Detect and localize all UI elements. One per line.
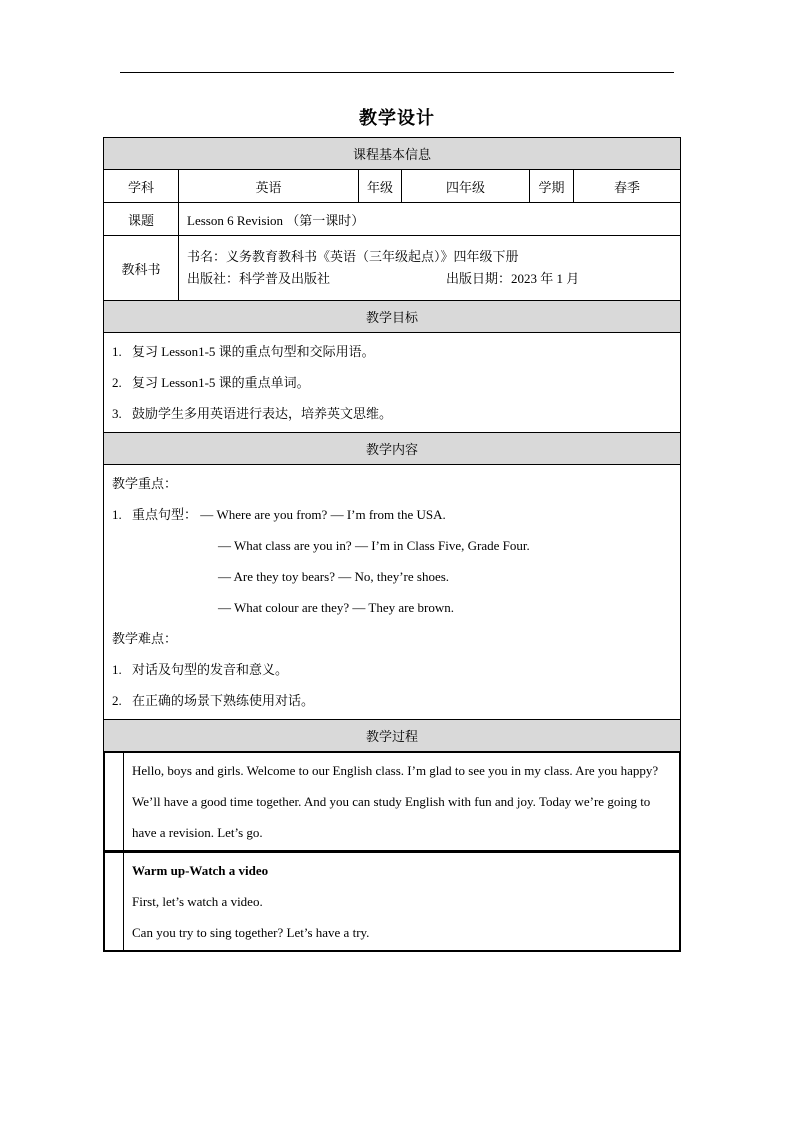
- item-number: 1.: [112, 507, 122, 522]
- warmup-section: [124, 853, 680, 951]
- list-item: [112, 685, 672, 716]
- content-header: 教学内容: [104, 433, 681, 465]
- list-item: [112, 654, 672, 685]
- sentence: — Are they toy bears? — No, they’re shoes.: [218, 569, 450, 584]
- key-sentences-label: 重点句型：: [132, 507, 198, 522]
- objectives-list: [104, 333, 681, 433]
- item-number: 1.: [112, 662, 122, 677]
- list-item: [112, 336, 672, 367]
- key-points-label: 教学重点：: [112, 476, 178, 491]
- basic-info-header: 课程基本信息: [104, 138, 681, 170]
- header-rule: [120, 72, 674, 73]
- grade-value: 四年级: [402, 170, 530, 203]
- warmup-row: [104, 852, 681, 952]
- item-text: 复习 Lesson1-5 课的重点句型和交际用语。: [132, 344, 375, 359]
- topic-label: 课题: [104, 203, 179, 236]
- objectives-header: 教学目标: [104, 301, 681, 333]
- item-text: 对话及句型的发音和意义。: [132, 662, 289, 677]
- publish-date: 出版日期：2023 年 1 月: [446, 271, 580, 286]
- process-intro: [124, 753, 680, 851]
- subject-value: 英语: [179, 170, 359, 203]
- term-label: 学期: [530, 170, 574, 203]
- item-text: 复习 Lesson1-5 课的重点单词。: [132, 375, 310, 390]
- topic-value: Lesson 6 Revision （第一课时）: [179, 203, 681, 236]
- book-name: 书名：义务教育教科书《英语（三年级起点）》四年级下册: [187, 249, 519, 264]
- process-side-strip: [105, 753, 124, 851]
- key-sentences-line: [112, 499, 672, 530]
- intro-text: Hello, boys and girls. Welcome to our English class. I’m glad to see you in my class. Are you happy? We’ll have a good time together. And you can study English with fun and joy. Today we’re going to have a revision. Let’s go.: [132, 763, 659, 840]
- item-number: 3.: [112, 406, 122, 421]
- list-item: [112, 398, 672, 429]
- sentence: — What class are you in? — I’m in Class Five, Grade Four.: [218, 538, 530, 553]
- item-number: 2.: [112, 375, 122, 390]
- process-intro-row: [104, 752, 681, 852]
- term-value: 春季: [574, 170, 681, 203]
- sentence: — What colour are they? — They are brown.: [218, 600, 454, 615]
- textbook-label: 教科书: [104, 236, 179, 301]
- warmup-line: Can you try to sing together? Let’s have a try.: [132, 925, 370, 940]
- sentence: — Where are you from? — I’m from the USA.: [200, 507, 446, 522]
- item-text: 在正确的场景下熟练使用对话。: [132, 693, 315, 708]
- warmup-line: First, let’s watch a video.: [132, 894, 263, 909]
- difficulties-label: 教学难点：: [112, 631, 178, 646]
- publisher: 出版社：科学普及出版社: [187, 271, 331, 286]
- textbook-info: [179, 236, 681, 301]
- subject-label: 学科: [104, 170, 179, 203]
- document-title: 教学设计: [359, 108, 435, 129]
- item-number: 1.: [112, 344, 122, 359]
- item-text: 鼓励学生多用英语进行表达，培养英文思维。: [132, 406, 393, 421]
- content-body: [104, 465, 681, 720]
- list-item: [112, 367, 672, 398]
- publisher-line: [187, 268, 672, 290]
- process-header: 教学过程: [104, 720, 681, 752]
- lesson-plan-table: [103, 137, 681, 952]
- process-side-strip: [105, 853, 124, 951]
- grade-label: 年级: [359, 170, 402, 203]
- warmup-title: Warm up-Watch a video: [132, 863, 269, 878]
- item-number: 2.: [112, 693, 122, 708]
